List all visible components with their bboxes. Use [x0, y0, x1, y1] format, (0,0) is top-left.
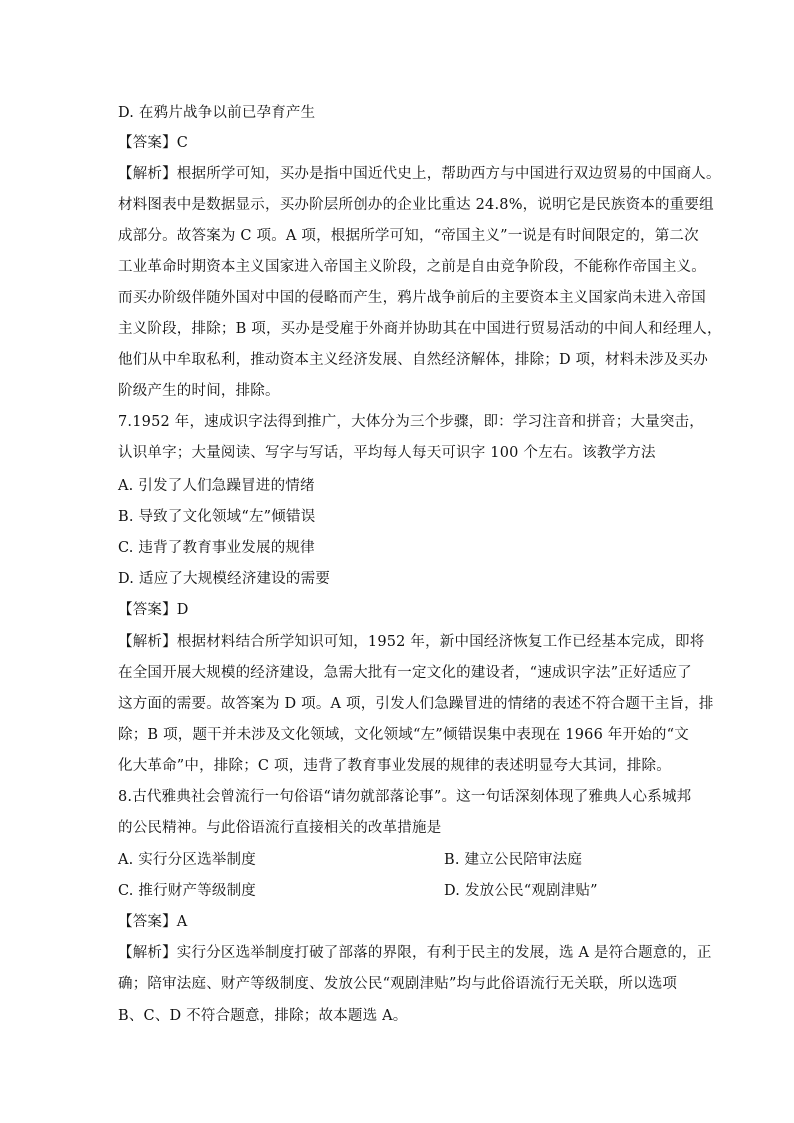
q8-option-d: D. 发放公民“观剧津贴”	[444, 883, 598, 899]
q8-stem-line: 8.古代雅典社会曾流行一句俗语“请勿就部落论事”。这一句话深刻体现了雅典人心系城邦	[118, 789, 692, 805]
q6-answer: 【答案】C	[118, 135, 189, 151]
q7-analysis-line: 【解析】根据材料结合所学知识可知，1952 年，新中国经济恢复工作已经基本完成，即将	[118, 634, 705, 650]
q7-analysis-line: 除；B 项，题干并未涉及文化领域，文化领域“左”倾错误集中表现在 1966 年开始的“文	[118, 727, 689, 743]
q7-answer: 【答案】D	[118, 602, 189, 618]
q6-analysis-line: 工业革命时期资本主义国家进入帝国主义阶段，之前是自由竞争阶段，不能称作帝国主义。	[118, 259, 706, 275]
q8-analysis-line: 确；陪审法庭、财产等级制度、发放公民“观剧津贴”均与此俗语流行无关联，所以选项	[118, 976, 678, 992]
q7-analysis-line: 化大革命”中，排除；C 项，违背了教育事业发展的规律的表述明显夸大其词，排除。	[118, 758, 671, 774]
q6-analysis-line: 材料图表中是数据显示，买办阶层所创办的企业比重达 24.8%，说明它是民族资本的重要组	[118, 197, 714, 213]
q8-analysis-line: B、C、D 不符合题意，排除；故本题选 A。	[118, 1008, 408, 1024]
q8-answer: 【答案】A	[118, 914, 188, 930]
q6-analysis-line: 【解析】根据所学可知，买办是指中国近代史上，帮助西方与中国进行双边贸易的中国商人。	[118, 166, 721, 182]
q6-analysis-line: 主义阶段，排除；B 项，买办是受雇于外商并协助其在中国进行贸易活动的中间人和经理人，	[118, 321, 722, 337]
q8-option-a: A. 实行分区选举制度	[118, 852, 256, 868]
q7-option-c: C. 违背了教育事业发展的规律	[118, 540, 315, 556]
q6-analysis-line: 而买办阶级伴随外国对中国的侵略而产生，鸦片战争前后的主要资本主义国家尚未进入帝国	[118, 290, 706, 306]
q8-option-c: C. 推行财产等级制度	[118, 883, 256, 899]
q8-stem-line: 的公民精神。与此俗语流行直接相关的改革措施是	[118, 820, 442, 836]
q7-option-b: B. 导致了文化领域“左”倾错误	[118, 509, 316, 525]
q7-option-a: A. 引发了人们急躁冒进的情绪	[118, 478, 315, 494]
q7-stem-line: 7.1952 年，速成识字法得到推广，大体分为三个步骤，即：学习注音和拼音；大量突击，	[118, 414, 704, 430]
q7-analysis-line: 在全国开展大规模的经济建设，急需大批有一定文化的建设者，“速成识字法”正好适应了	[118, 665, 692, 681]
q8-option-b: B. 建立公民陪审法庭	[444, 852, 583, 868]
q7-option-d: D. 适应了大规模经济建设的需要	[118, 571, 331, 587]
q6-analysis-line: 他们从中牟取私利，推动资本主义经济发展、自然经济解体，排除；D 项，材料未涉及买办	[118, 352, 708, 368]
q6-analysis-line: 阶级产生的时间，排除。	[118, 383, 280, 399]
q7-stem-line: 认识单字；大量阅读、写字与写话，平均每人每天可识字 100 个左右。该教学方法	[118, 445, 656, 461]
q7-analysis-line: 这方面的需要。故答案为 D 项。A 项，引发人们急躁冒进的情绪的表述不符合题干主旨，排	[118, 696, 714, 712]
q6-option-d: D. 在鸦片战争以前已孕育产生	[118, 105, 316, 121]
q6-analysis-line: 成部分。故答案为 C 项。A 项，根据所学可知，“帝国主义”一说是有时间限定的，第二次	[118, 228, 699, 244]
q8-analysis-line: 【解析】实行分区选举制度打破了部落的界限，有利于民主的发展，选 A 是符合题意的，正	[118, 945, 712, 961]
